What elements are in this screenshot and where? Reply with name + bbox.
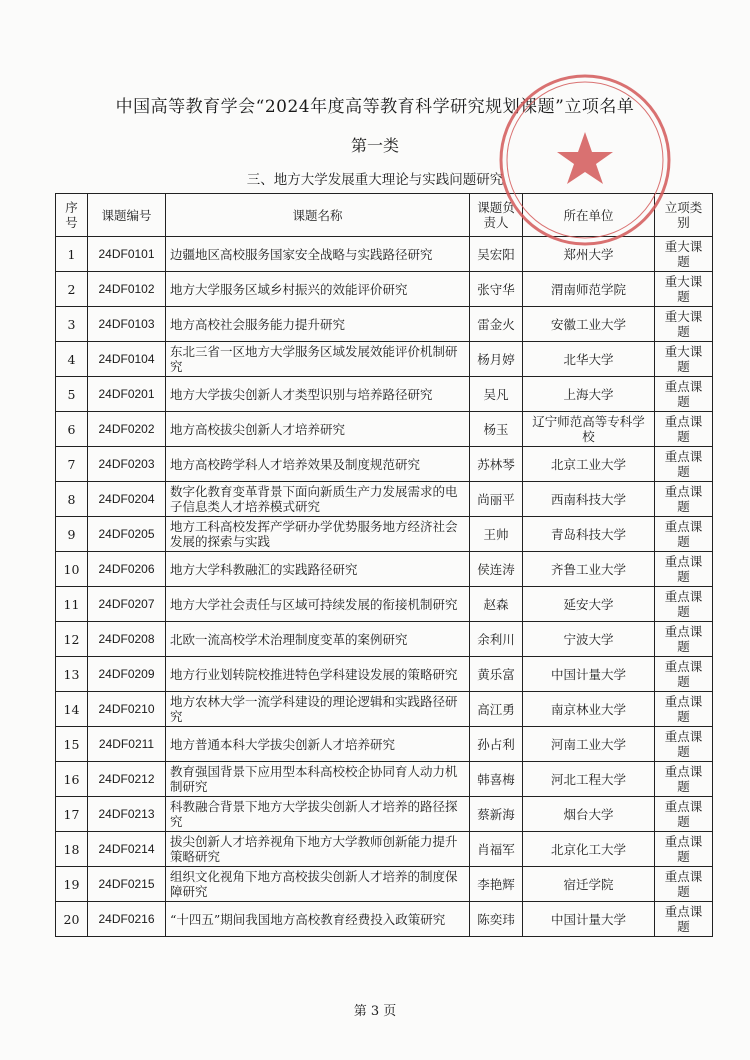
project-code: 24DF0209: [88, 657, 166, 692]
category-heading: 第一类: [350, 136, 399, 155]
project-name: 组织文化视角下地方高校拔尖创新人才培养的制度保障研究: [166, 867, 470, 902]
col-header-type: 立项类别: [655, 194, 713, 237]
table-row: [56, 762, 713, 797]
table-header-row: [56, 194, 713, 237]
project-type: 重点课题: [655, 447, 713, 482]
project-leader: 肖福军: [470, 832, 523, 867]
row-number: 15: [56, 727, 88, 762]
project-leader: 杨月婷: [470, 342, 523, 377]
project-type: 重点课题: [655, 692, 713, 727]
project-unit: 宁波大学: [523, 622, 655, 657]
project-name: 地方大学拔尖创新人才类型识别与培养路径研究: [166, 377, 470, 412]
project-code: 24DF0213: [88, 797, 166, 832]
project-leader: 王帅: [470, 517, 523, 552]
project-leader: 韩喜梅: [470, 762, 523, 797]
project-code: 24DF0104: [88, 342, 166, 377]
project-unit: 南京林业大学: [523, 692, 655, 727]
project-type: 重点课题: [655, 517, 713, 552]
project-code: 24DF0206: [88, 552, 166, 587]
project-type: 重点课题: [655, 587, 713, 622]
project-unit: 延安大学: [523, 587, 655, 622]
row-number: 12: [56, 622, 88, 657]
project-type: 重点课题: [655, 797, 713, 832]
project-leader: 雷金火: [470, 307, 523, 342]
project-leader: 蔡新海: [470, 797, 523, 832]
project-name: 科教融合背景下地方大学拔尖创新人才培养的路径探究: [166, 797, 470, 832]
project-name: 地方大学社会责任与区域可持续发展的衔接机制研究: [166, 587, 470, 622]
table-row: [56, 622, 713, 657]
project-unit: 北京化工大学: [523, 832, 655, 867]
project-name: 地方高校社会服务能力提升研究: [166, 307, 470, 342]
project-unit: 青岛科技大学: [523, 517, 655, 552]
table-row: [56, 727, 713, 762]
project-name: 地方普通本科大学拔尖创新人才培养研究: [166, 727, 470, 762]
project-type: 重大课题: [655, 342, 713, 377]
project-leader: 李艳辉: [470, 867, 523, 902]
project-code: 24DF0103: [88, 307, 166, 342]
project-code: 24DF0203: [88, 447, 166, 482]
col-header-unit: 所在单位: [523, 194, 655, 237]
col-header-leader: 课题负责人: [470, 194, 523, 237]
project-code: 24DF0101: [88, 237, 166, 272]
row-number: 1: [56, 237, 88, 272]
table-row: [56, 657, 713, 692]
project-unit: 中国计量大学: [523, 657, 655, 692]
table-row: [56, 902, 713, 937]
project-table: [55, 193, 713, 937]
project-unit: 河北工程大学: [523, 762, 655, 797]
row-number: 14: [56, 692, 88, 727]
project-leader: 陈奕玮: [470, 902, 523, 937]
project-type: 重点课题: [655, 552, 713, 587]
table-row: [56, 482, 713, 517]
table-row: [56, 797, 713, 832]
project-code: 24DF0205: [88, 517, 166, 552]
project-name: “十四五”期间我国地方高校教育经费投入政策研究: [166, 902, 470, 937]
project-name: 边疆地区高校服务国家安全战略与实践路径研究: [166, 237, 470, 272]
table-row: [56, 447, 713, 482]
table-row: [56, 832, 713, 867]
section-heading: 三、地方大学发展重大理论与实践问题研究: [246, 172, 504, 188]
project-leader: 吴凡: [470, 377, 523, 412]
table-row: [56, 692, 713, 727]
project-unit: 渭南师范学院: [523, 272, 655, 307]
row-number: 6: [56, 412, 88, 447]
project-code: 24DF0211: [88, 727, 166, 762]
project-unit: 安徽工业大学: [523, 307, 655, 342]
project-leader: 赵森: [470, 587, 523, 622]
project-name: 地方高校拔尖创新人才培养研究: [166, 412, 470, 447]
project-leader: 吴宏阳: [470, 237, 523, 272]
row-number: 3: [56, 307, 88, 342]
row-number: 16: [56, 762, 88, 797]
project-name: 地方工科高校发挥产学研办学优势服务地方经济社会发展的探索与实践: [166, 517, 470, 552]
project-unit: 中国计量大学: [523, 902, 655, 937]
project-leader: 高江勇: [470, 692, 523, 727]
project-name: 地方大学服务区域乡村振兴的效能评价研究: [166, 272, 470, 307]
project-leader: 侯连涛: [470, 552, 523, 587]
project-leader: 黄乐富: [470, 657, 523, 692]
project-name: 地方大学科教融汇的实践路径研究: [166, 552, 470, 587]
col-header-no: 序号: [56, 194, 88, 237]
project-type: 重点课题: [655, 727, 713, 762]
project-type: 重点课题: [655, 832, 713, 867]
project-name: 地方农林大学一流学科建设的理论逻辑和实践路径研究: [166, 692, 470, 727]
row-number: 5: [56, 377, 88, 412]
table-row: [56, 307, 713, 342]
project-type: 重点课题: [655, 762, 713, 797]
project-name: 地方行业划转院校推进特色学科建设发展的策略研究: [166, 657, 470, 692]
project-type: 重点课题: [655, 657, 713, 692]
project-type: 重点课题: [655, 482, 713, 517]
page-number: 第 3 页: [353, 1004, 397, 1019]
row-number: 2: [56, 272, 88, 307]
project-code: 24DF0204: [88, 482, 166, 517]
row-number: 20: [56, 902, 88, 937]
project-leader: 孙占利: [470, 727, 523, 762]
project-type: 重点课题: [655, 412, 713, 447]
project-code: 24DF0210: [88, 692, 166, 727]
row-number: 10: [56, 552, 88, 587]
row-number: 18: [56, 832, 88, 867]
table-row: [56, 377, 713, 412]
project-name: 数字化教育变革背景下面向新质生产力发展需求的电子信息类人才培养模式研究: [166, 482, 470, 517]
table-row: [56, 237, 713, 272]
project-type: 重大课题: [655, 237, 713, 272]
project-leader: 杨玉: [470, 412, 523, 447]
project-leader: 尚丽平: [470, 482, 523, 517]
table-row: [56, 412, 713, 447]
project-name: 拔尖创新人才培养视角下地方大学教师创新能力提升策略研究: [166, 832, 470, 867]
project-leader: 苏林琴: [470, 447, 523, 482]
col-header-code: 课题编号: [88, 194, 166, 237]
project-type: 重大课题: [655, 307, 713, 342]
row-number: 19: [56, 867, 88, 902]
project-unit: 北华大学: [523, 342, 655, 377]
project-name: 北欧一流高校学术治理制度变革的案例研究: [166, 622, 470, 657]
project-unit: 河南工业大学: [523, 727, 655, 762]
project-code: 24DF0207: [88, 587, 166, 622]
project-code: 24DF0102: [88, 272, 166, 307]
project-unit: 烟台大学: [523, 797, 655, 832]
project-leader: 张守华: [470, 272, 523, 307]
project-code: 24DF0215: [88, 867, 166, 902]
project-type: 重大课题: [655, 272, 713, 307]
table-row: [56, 552, 713, 587]
project-name: 东北三省一区地方大学服务区域发展效能评价机制研究: [166, 342, 470, 377]
project-name: 地方高校跨学科人才培养效果及制度规范研究: [166, 447, 470, 482]
project-type: 重点课题: [655, 902, 713, 937]
project-unit: 郑州大学: [523, 237, 655, 272]
project-code: 24DF0208: [88, 622, 166, 657]
row-number: 8: [56, 482, 88, 517]
project-unit: 宿迁学院: [523, 867, 655, 902]
project-type: 重点课题: [655, 622, 713, 657]
project-code: 24DF0216: [88, 902, 166, 937]
document-title: 中国高等教育学会“2024年度高等教育科学研究规划课题”立项名单: [115, 97, 635, 117]
project-code: 24DF0201: [88, 377, 166, 412]
table-row: [56, 867, 713, 902]
table-row: [56, 342, 713, 377]
col-header-name: 课题名称: [166, 194, 470, 237]
project-code: 24DF0202: [88, 412, 166, 447]
project-unit: 齐鲁工业大学: [523, 552, 655, 587]
project-code: 24DF0212: [88, 762, 166, 797]
project-unit: 上海大学: [523, 377, 655, 412]
project-unit: 北京工业大学: [523, 447, 655, 482]
project-code: 24DF0214: [88, 832, 166, 867]
row-number: 7: [56, 447, 88, 482]
row-number: 13: [56, 657, 88, 692]
project-name: 教育强国背景下应用型本科高校校企协同育人动力机制研究: [166, 762, 470, 797]
project-leader: 余利川: [470, 622, 523, 657]
row-number: 17: [56, 797, 88, 832]
project-unit: 辽宁师范高等专科学校: [523, 412, 655, 447]
row-number: 9: [56, 517, 88, 552]
project-type: 重点课题: [655, 377, 713, 412]
table-row: [56, 587, 713, 622]
project-type: 重点课题: [655, 867, 713, 902]
project-unit: 西南科技大学: [523, 482, 655, 517]
table-row: [56, 517, 713, 552]
row-number: 11: [56, 587, 88, 622]
table-row: [56, 272, 713, 307]
table-body: [56, 237, 713, 937]
row-number: 4: [56, 342, 88, 377]
